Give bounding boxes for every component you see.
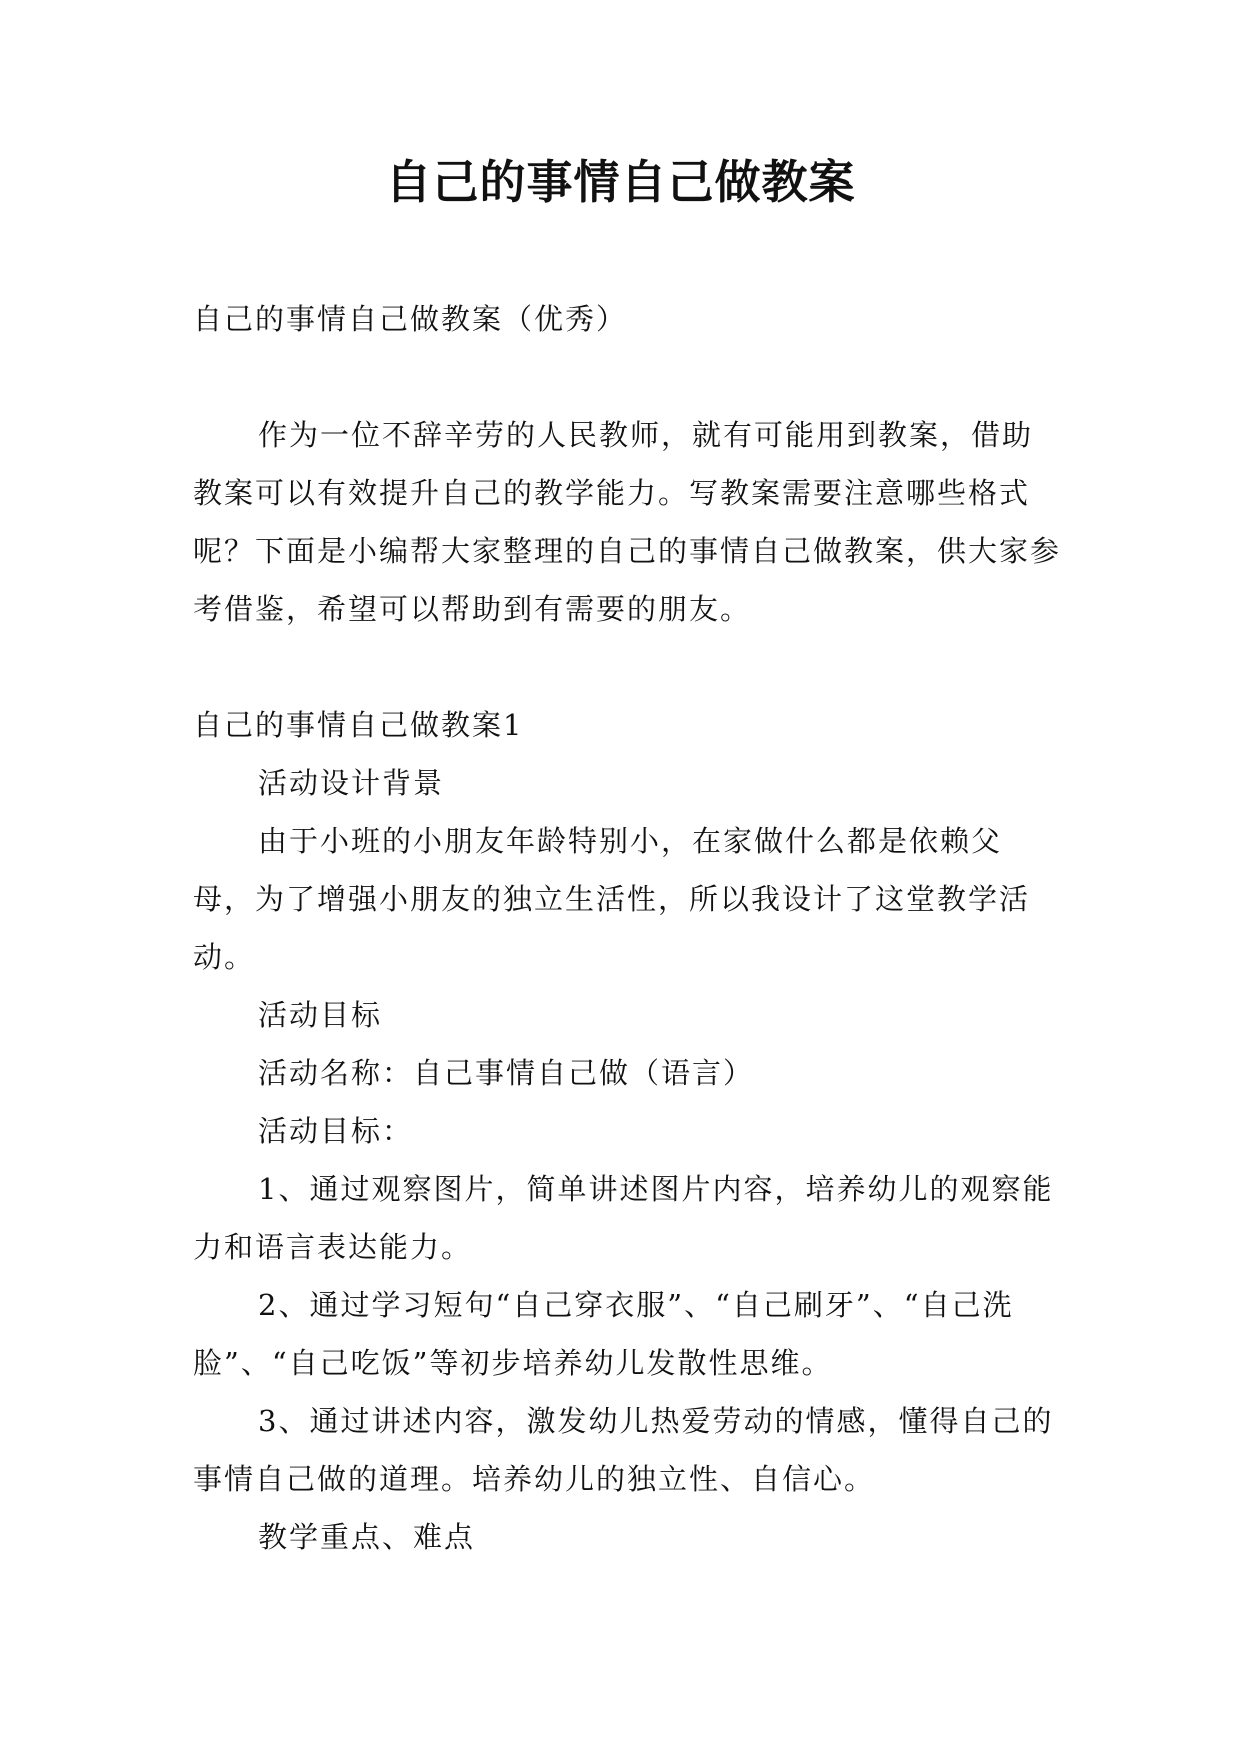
- goal-item: 1、通过观察图片，简单讲述图片内容，培养幼儿的观察能力和语言表达能力。: [193, 1172, 1054, 1264]
- goals-label: 活动目标：: [258, 1114, 414, 1148]
- activity-name: 活动名称：自己事情自己做（语言）: [258, 1056, 755, 1090]
- section-heading: 自己的事情自己做教案1: [193, 708, 524, 742]
- document-subtitle: 自己的事情自己做教案（优秀）: [193, 302, 628, 336]
- goal-item: 3、通过讲述内容，激发幼儿热爱劳动的情感，懂得自己的事情自己做的道理。培养幼儿的独立性、自信心。: [193, 1404, 1054, 1496]
- document-title: 自己的事情自己做教案: [385, 155, 856, 209]
- background-heading: 活动设计背景: [258, 766, 445, 800]
- goal-item: 2、通过学习短句“自己穿衣服”、“自己刷牙”、“自己洗脸”、“自己吃饭”等初步培养幼儿发散性思维。: [193, 1288, 1014, 1380]
- goal-heading: 活动目标: [258, 998, 383, 1032]
- document-body: [193, 290, 1063, 1566]
- key-points-heading: 教学重点、难点: [258, 1520, 476, 1554]
- background-paragraph: 由于小班的小朋友年龄特别小，在家做什么都是依赖父母，为了增强小朋友的独立生活性，所以我设计了这堂教学活动。: [193, 824, 1031, 974]
- intro-paragraph: 作为一位不辞辛劳的人民教师，就有可能用到教案，借助教案可以有效提升自己的教学能力。写教案需要注意哪些格式呢？下面是小编帮大家整理的自己的事情自己做教案，供大家参考借鉴，希望可以帮助到有需要的朋友。: [193, 418, 1062, 626]
